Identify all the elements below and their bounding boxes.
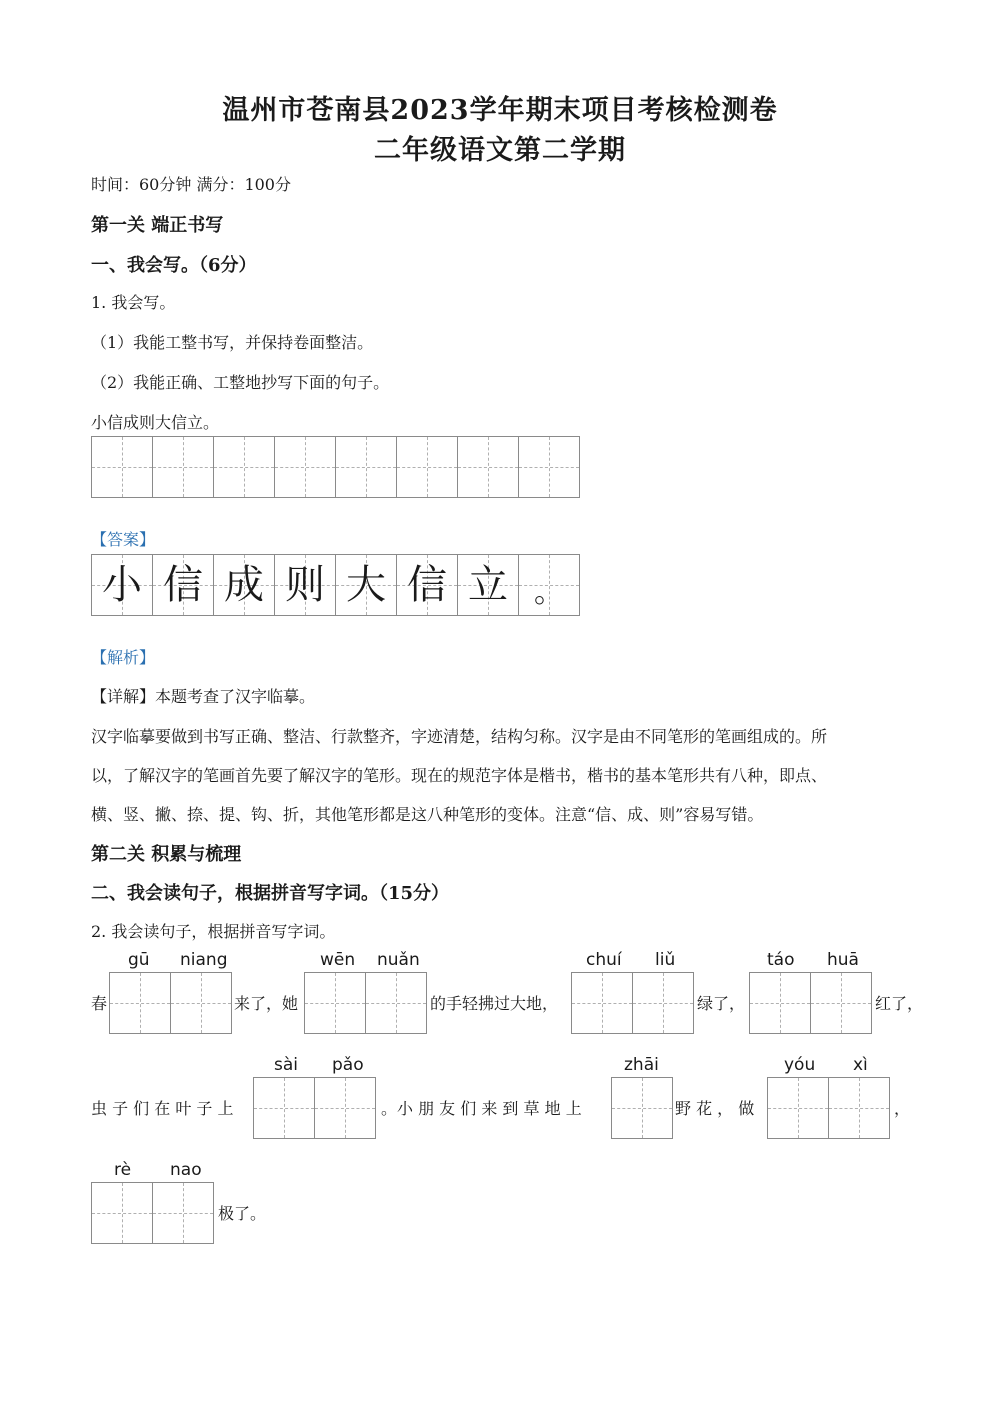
writing-cell[interactable] xyxy=(633,972,694,1034)
pinyin: zhāi xyxy=(624,1055,659,1075)
q1-item2: （2）我能正确、工整地抄写下面的句子。 xyxy=(91,373,390,392)
answer-char: 成 xyxy=(224,562,264,608)
pinyin: sài xyxy=(274,1055,298,1075)
writing-cell[interactable] xyxy=(768,1077,829,1139)
writing-cell[interactable] xyxy=(572,972,633,1034)
q1-sentence: 小信成则大信立。 xyxy=(91,413,220,432)
writing-cell[interactable] xyxy=(92,1182,153,1244)
writing-cell[interactable] xyxy=(458,436,519,498)
writing-cell[interactable] xyxy=(110,972,171,1034)
answer-cell xyxy=(458,554,519,616)
answer-char: 立 xyxy=(468,562,508,608)
row1-text2: 来了，她 xyxy=(234,994,299,1013)
q2-number: 2. 我会读句子，根据拼音写字词。 xyxy=(91,922,336,941)
writing-cell[interactable] xyxy=(397,436,458,498)
answer-box-saipao[interactable] xyxy=(253,1077,376,1139)
analysis-detail: 【详解】本题考查了汉字临摹。 xyxy=(91,687,316,706)
pinyin: rè xyxy=(114,1160,132,1180)
analysis-para3: 横、竖、撇、捺、提、钩、折，其他笔形都是这八种笔形的变体。注意“信、成、则”容易写错。 xyxy=(91,805,764,824)
row2-text2: 。小 朋 友 们 来 到 草 地 上 xyxy=(381,1099,582,1118)
answer-box-zhai[interactable] xyxy=(611,1077,673,1139)
pinyin: huā xyxy=(827,950,859,970)
answer-char: 小 xyxy=(102,562,142,608)
writing-cell[interactable] xyxy=(829,1077,890,1139)
answer-char: 信 xyxy=(407,562,447,608)
writing-cell[interactable] xyxy=(153,1182,214,1244)
writing-cell[interactable] xyxy=(336,436,397,498)
part1-heading: 第一关 端正书写 xyxy=(91,215,224,236)
writing-cell[interactable] xyxy=(366,972,427,1034)
row2-text1: 虫 子 们 在 叶 子 上 xyxy=(91,1099,234,1118)
writing-cell[interactable] xyxy=(750,972,811,1034)
pinyin: liǔ xyxy=(655,950,676,970)
answer-cell xyxy=(153,554,214,616)
row1-text1: 春 xyxy=(91,994,108,1013)
pinyin: gū xyxy=(128,950,150,970)
part1-section: 一、我会写。（6分） xyxy=(91,255,257,276)
answer-char: 信 xyxy=(163,562,203,608)
answer-cell xyxy=(519,554,580,616)
answer-box-youxi[interactable] xyxy=(767,1077,890,1139)
writing-cell[interactable] xyxy=(305,972,366,1034)
row1-text4: 绿了， xyxy=(697,994,746,1013)
pinyin: pǎo xyxy=(332,1055,364,1075)
answer-char: 大 xyxy=(346,562,386,608)
part2-heading: 第二关 积累与梳理 xyxy=(91,844,242,865)
exam-title: 温州市苍南县2023学年期末项目考核检测卷 xyxy=(222,95,778,126)
pinyin: niang xyxy=(180,950,228,970)
writing-cell[interactable] xyxy=(315,1077,376,1139)
writing-cell[interactable] xyxy=(153,436,214,498)
pinyin: chuí xyxy=(586,950,622,970)
answer-cell xyxy=(336,554,397,616)
answer-box-taohua[interactable] xyxy=(749,972,872,1034)
part2-section: 二、我会读句子，根据拼音写字词。（15分） xyxy=(91,883,450,904)
answer-cell xyxy=(214,554,275,616)
q1-writing-grid[interactable] xyxy=(91,436,580,498)
answer-box-guniang[interactable] xyxy=(109,972,232,1034)
answer-cell xyxy=(275,554,336,616)
exam-subtitle: 二年级语文第二学期 xyxy=(374,135,626,166)
pinyin: nuǎn xyxy=(377,950,420,970)
answer-cell xyxy=(92,554,153,616)
analysis-para2: 以，了解汉字的笔画首先要了解汉字的笔形。现在的规范字体是楷书，楷书的基本笔形共有八种，即点、 xyxy=(91,766,828,785)
exam-meta: 时间：60分钟 满分：100分 xyxy=(91,175,291,194)
writing-cell[interactable] xyxy=(92,436,153,498)
answer-box-wennuan[interactable] xyxy=(304,972,427,1034)
writing-cell[interactable] xyxy=(519,436,580,498)
row2-text4: ， xyxy=(894,1099,911,1118)
pinyin: wēn xyxy=(320,950,356,970)
q1-answer-grid xyxy=(91,554,580,616)
writing-cell[interactable] xyxy=(171,972,232,1034)
writing-cell[interactable] xyxy=(254,1077,315,1139)
q1-item1: （1）我能工整书写，并保持卷面整洁。 xyxy=(91,333,374,352)
pinyin: nao xyxy=(170,1160,202,1180)
writing-cell[interactable] xyxy=(811,972,872,1034)
q1-number: 1. 我会写。 xyxy=(91,293,176,312)
row1-text5: 红了， xyxy=(875,994,924,1013)
row1-text3: 的手轻拂过大地， xyxy=(430,994,559,1013)
answer-char: 则 xyxy=(285,562,325,608)
row2-text3: 野 花 ， 做 xyxy=(675,1099,755,1118)
analysis-para1: 汉字临摹要做到书写正确、整洁、行款整齐，字迹清楚，结构匀称。汉字是由不同笔形的笔画组成的。所 xyxy=(91,727,828,746)
answer-box-chuiliu[interactable] xyxy=(571,972,694,1034)
pinyin: táo xyxy=(767,950,795,970)
answer-cell xyxy=(397,554,458,616)
pinyin: yóu xyxy=(784,1055,816,1075)
analysis-tag: 【解析】 xyxy=(91,648,156,667)
answer-box-renao[interactable] xyxy=(91,1182,214,1244)
answer-char: 。 xyxy=(534,575,564,610)
pinyin: xì xyxy=(853,1055,868,1075)
writing-cell[interactable] xyxy=(612,1077,673,1139)
row3-text1: 极了。 xyxy=(218,1204,267,1223)
answer-tag: 【答案】 xyxy=(91,530,156,549)
writing-cell[interactable] xyxy=(275,436,336,498)
writing-cell[interactable] xyxy=(214,436,275,498)
